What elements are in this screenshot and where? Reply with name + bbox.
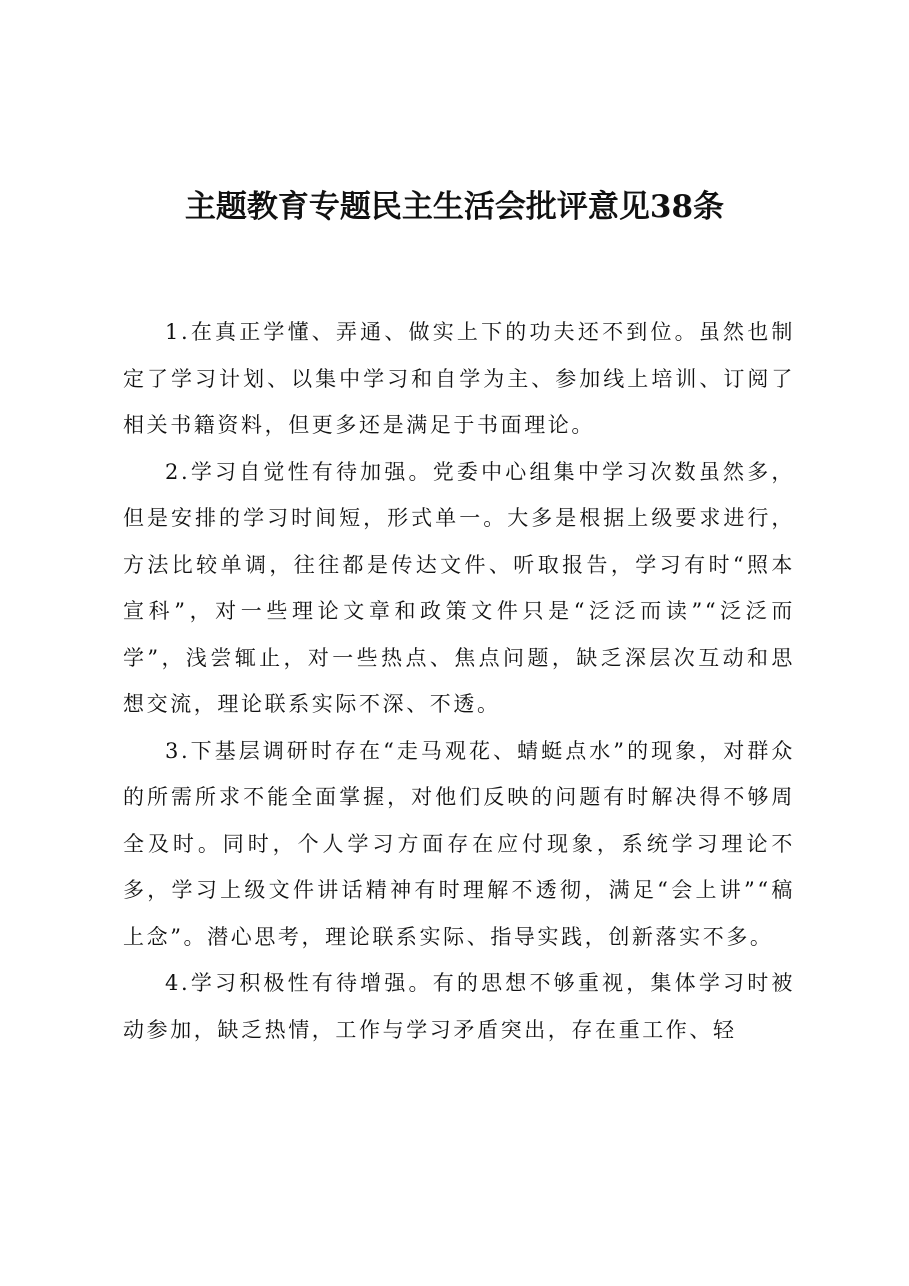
paragraph-1: 1.在真正学懂、弄通、做实上下的功夫还不到位。虽然也制定了学习计划、以集中学习和自学为主、参加线上培训、订阅了相关书籍资料，但更多还是满足于书面理论。 — [123, 320, 795, 437]
paragraph-4: 4.学习积极性有待增强。有的思想不够重视，集体学习时被动参加，缺乏热情，工作与学习矛盾突出，存在重工作、轻 — [123, 971, 795, 1042]
document-title: 主题教育专题民主生活会批评意见38条 — [184, 189, 725, 225]
document-body — [123, 309, 795, 1053]
paragraph-2: 2.学习自觉性有待加强。党委中心组集中学习次数虽然多，但是安排的学习时间短，形式单一。大多是根据上级要求进行，方法比较单调，往往都是传达文件、听取报告，学习有时“照本宣科”，对一些理论文章和政策文件只是“泛泛而读”“泛泛而学”，浅尝辄止，对一些热点、焦点问题，缺乏深层次互动和思想交流，理论联系实际不深、不透。 — [123, 459, 795, 716]
paragraph-3: 3.下基层调研时存在“走马观花、蜻蜓点水”的现象，对群众的所需所求不能全面掌握，对他们反映的问题有时解决得不够周全及时。同时，个人学习方面存在应付现象，系统学习理论不多，学习上级文件讲话精神有时理解不透彻，满足“会上讲”“稿上念”。潜心思考，理论联系实际、指导实践，创新落实不多。 — [123, 738, 795, 949]
